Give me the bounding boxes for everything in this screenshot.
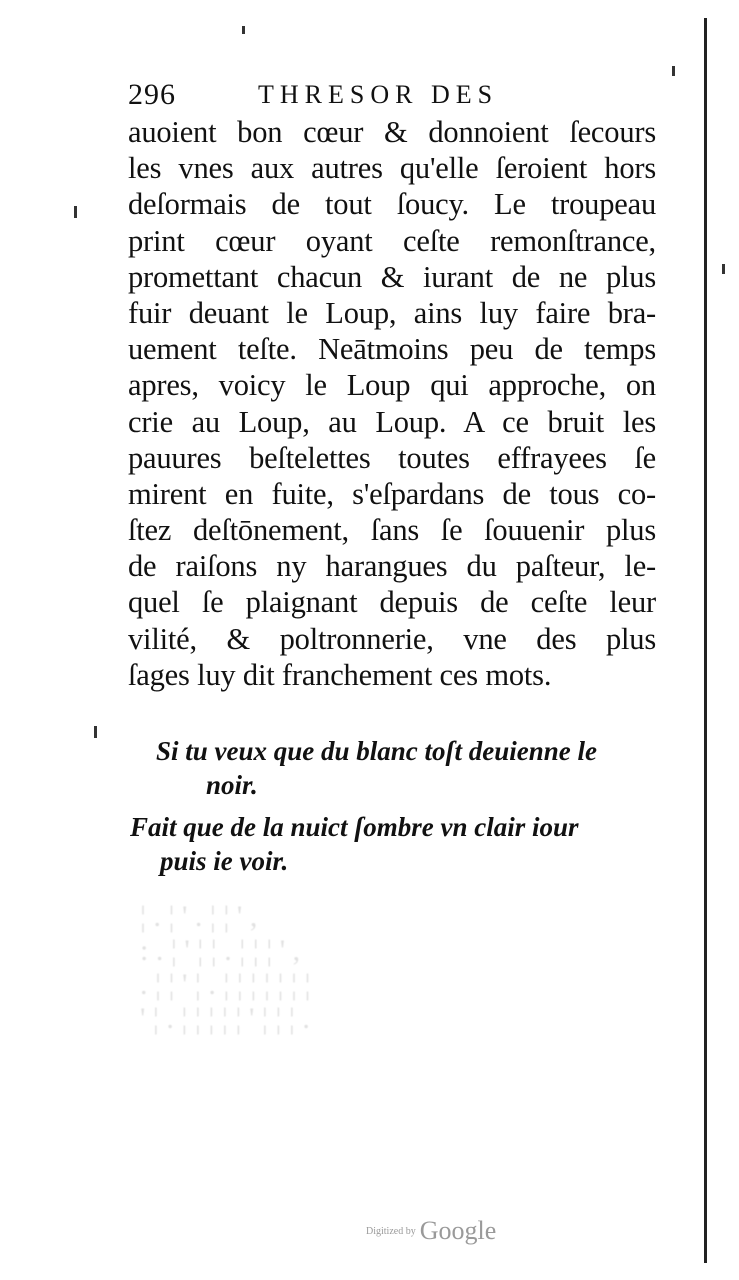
text-line: pauures beſtelettes toutes effrayees ſe <box>128 440 656 475</box>
margin-mark <box>74 206 77 218</box>
text-line: ſtez deſtōnement, ſans ſe ſouuenir plus <box>128 513 656 548</box>
text-line: ſages luy dit franchement ces mots. <box>128 657 552 692</box>
text-line: promettant chacun & iurant de ne plus <box>128 259 656 294</box>
digitization-watermark <box>366 1216 496 1246</box>
google-logo: Google <box>419 1216 497 1245</box>
page-edge-rule <box>704 18 707 1263</box>
text-line: les vnes aux autres qu'elle ſeroient hors <box>128 151 656 186</box>
verse-line-continuation: noir. <box>206 770 258 800</box>
watermark-prefix: Digitized by <box>366 1225 416 1237</box>
verse-couplet-2 <box>128 810 656 878</box>
text-line: crie au Loup, au Loup. A ce bruit les <box>128 404 656 439</box>
text-line: apres, voicy le Loup qui approche, on <box>128 368 656 403</box>
page-number: 296 <box>128 78 176 111</box>
margin-mark <box>94 726 97 738</box>
text-line: fuir deuant le Loup, ains luy faire bra- <box>128 295 656 330</box>
running-head: THRESOR DES <box>258 80 499 109</box>
text-line: quel ſe plaignant depuis de ceſte leur <box>128 585 656 620</box>
margin-mark <box>242 26 245 34</box>
verse-couplet-1 <box>128 734 656 802</box>
text-line: uement teſte. Neātmoins peu de temps <box>128 332 656 367</box>
text-line: print cœur oyant ceſte remonſtrance, <box>128 223 656 258</box>
text-line: vilité, & poltronnerie, vne des plus <box>128 621 656 656</box>
margin-mark <box>722 264 725 274</box>
margin-mark <box>672 66 675 76</box>
text-line: deſormais de tout ſoucy. Le troupeau <box>128 187 656 222</box>
verse-line: Si tu veux que du blanc toſt deuienne le <box>156 736 598 766</box>
verse-line-continuation: puis ie voir. <box>160 846 289 876</box>
bleed-through-shadow: ¦ . ¦ ' . ¦ ¦ ' , : . ¦ ' ¦ ¦ . ¦ ¦ ¦ ' , . ¦ ¦ ' ¦ . ¦ ¦ ¦ ¦ ¦ ¦ ¦ ' ¦ . ¦ ¦ ¦ ¦ ¦ ' ¦ ¦ ¦ . <box>140 900 311 1035</box>
text-line: mirent en fuite, s'eſpardans de tous co- <box>128 476 656 511</box>
verse-line: Fait que de la nuict ſombre vn clair iour <box>130 812 579 842</box>
text-line: auoient bon cœur & donnoient ſecours <box>128 115 656 149</box>
body-paragraph <box>128 114 656 693</box>
page-header <box>128 78 568 118</box>
text-line: de raiſons ny harangues du paſteur, le- <box>128 549 656 584</box>
